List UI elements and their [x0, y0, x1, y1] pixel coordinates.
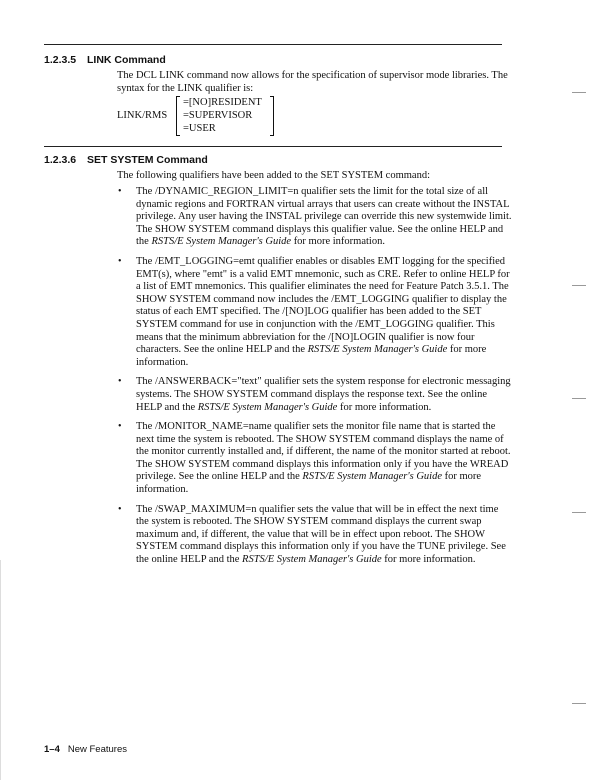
- list-item: [117, 376, 512, 414]
- manual-reference: RSTS/E System Manager's Guide: [307, 344, 448, 356]
- list-item-text: The /ANSWERBACK="text" qualifier sets the system response for electronic messaging systems. The SHOW SYSTEM command displays the response text. See the online HELP and the: [136, 376, 511, 413]
- manual-reference: RSTS/E System Manager's Guide: [242, 554, 382, 566]
- list-item-text: The /SWAP_MAXIMUM=n qualifier sets the value that will be in effect the next time the system is rebooted. The SHOW SYSTEM command displays the current swap maximum and, if different, the value that will be in effect upon reboot. The SHOW SYSTEM command displays this information only if you have the TUNE privilege. See the online HELP and the: [136, 503, 506, 566]
- qualifier-list: [117, 186, 512, 574]
- scan-mark: [572, 703, 586, 704]
- section-intro: The DCL LINK command now allows for the specification of supervisor mode libraries. The syntax for the LINK qualifier is:: [117, 70, 508, 94]
- section-title: LINK Command: [87, 54, 166, 66]
- list-item-text-end: for more information.: [136, 471, 482, 496]
- page-number: 1–4: [44, 744, 60, 755]
- section-number: 1.2.3.5: [44, 54, 77, 66]
- section-rule-top: [44, 146, 502, 147]
- bullet-icon: •: [118, 421, 122, 433]
- manual-reference: RSTS/E System Manager's Guide: [302, 471, 443, 483]
- list-item: [117, 504, 512, 567]
- page-footer: [44, 744, 127, 755]
- bullet-icon: •: [118, 255, 122, 267]
- list-item-text-end: for more information.: [381, 554, 476, 566]
- list-item-text: The /DYNAMIC_REGION_LIMIT=n qualifier sets the limit for the total size of all dynamic regions and FORTRAN virtual arrays that users can create without the INSTAL privilege. Any user having the INSTAL privilege can override this new systemwide limit. The SHOW SYSTEM command displays this qualifier value. See the online HELP and the: [136, 186, 512, 248]
- syntax-option: =SUPERVISOR: [183, 110, 253, 121]
- section-title: SET SYSTEM Command: [87, 154, 208, 166]
- bullet-icon: •: [118, 186, 122, 197]
- syntax-bracket-right: [270, 96, 274, 136]
- section-rule-top: [44, 44, 502, 45]
- list-item-text-end: for more information.: [337, 401, 432, 413]
- list-item: [117, 256, 512, 369]
- list-item: [117, 186, 512, 249]
- section-intro: The following qualifiers have been added to the SET SYSTEM command:: [117, 170, 430, 181]
- running-title: New Features: [67, 744, 127, 755]
- list-item-text: The /MONITOR_NAME=name qualifier sets the monitor file name that is started the next time the system is rebooted. The SHOW SYSTEM command displays the name of the monitor currently installed and, if different, the name of the monitor started at reboot. The SHOW SYSTEM command displays this information only if you have the WREAD privilege. See the online HELP and the: [136, 421, 511, 483]
- manual-reference: RSTS/E System Manager's Guide: [151, 236, 292, 248]
- scan-mark: [572, 512, 586, 513]
- scan-edge: [0, 560, 1, 780]
- syntax-option: =[NO]RESIDENT: [183, 97, 262, 108]
- list-item-text-end: for more information.: [291, 236, 385, 248]
- list-item-text: The /EMT_LOGGING=emt qualifier enables or disables EMT logging for the specified EMT(s), where "emt" is a valid EMT mnemonic, such as CRE. Refer to online HELP for a list of EMT mnemonics. This qualifier eliminates the need for Feature Patch 3.5.1. The SHOW SYSTEM command now includes the /EMT_LOGGING qualifier to display the status of each EMT specified. The /[NO]LOG qualifier has been added to the SET SYSTEM command for use in conjunction with the /EMT_LOGGING qualifier. This means that the minimum abbreviation for the /[NO]LOGIN qualifier is now four characters. See the online HELP and the: [136, 255, 510, 356]
- syntax-bracket-left: [176, 96, 180, 136]
- list-item: [117, 421, 512, 497]
- scan-mark: [572, 92, 586, 93]
- list-item-text-end: for more information.: [136, 344, 487, 368]
- section-number: 1.2.3.6: [44, 154, 77, 166]
- scan-mark: [572, 398, 586, 399]
- syntax-option: =USER: [183, 123, 216, 134]
- bullet-icon: •: [118, 503, 122, 515]
- manual-reference: RSTS/E System Manager's Guide: [197, 401, 338, 413]
- bullet-icon: •: [118, 376, 122, 388]
- syntax-label: LINK/RMS: [117, 110, 168, 121]
- scan-mark: [572, 285, 586, 286]
